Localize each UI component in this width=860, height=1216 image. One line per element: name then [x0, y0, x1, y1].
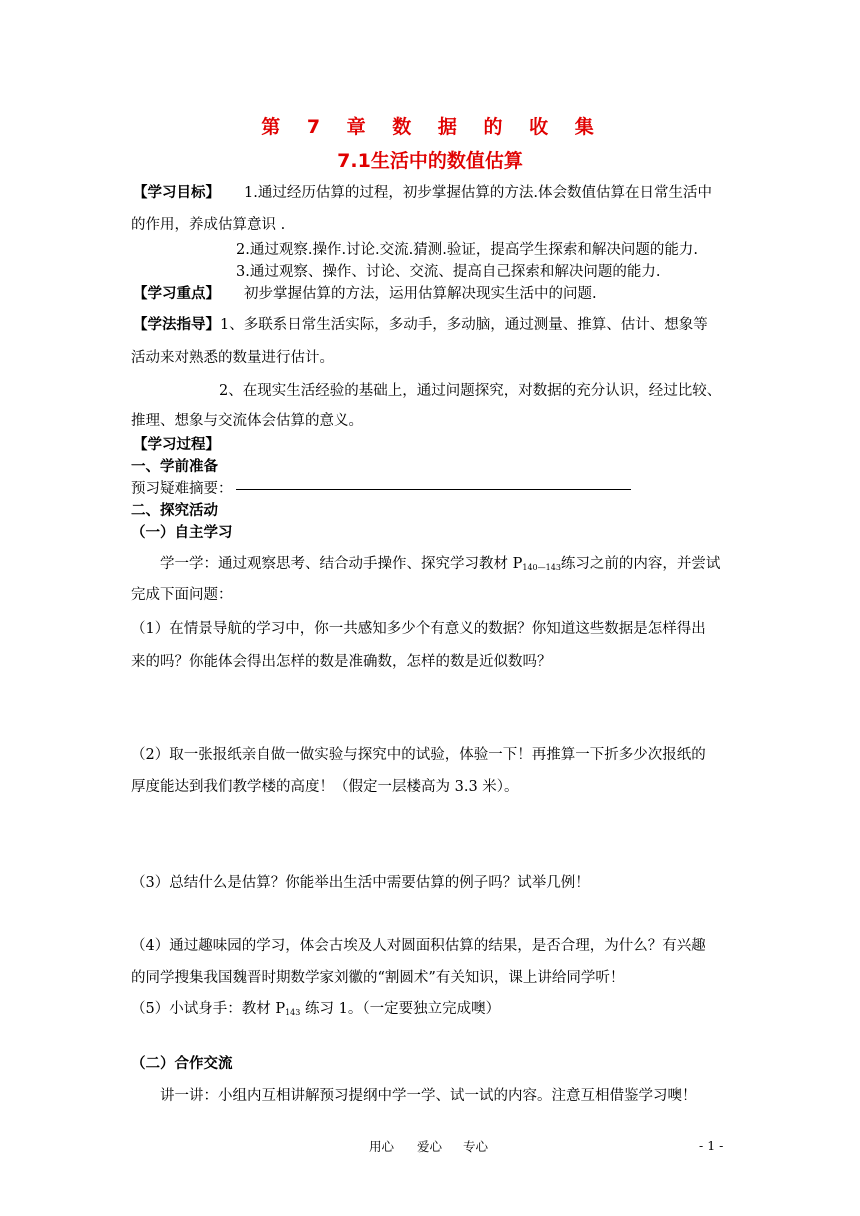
goals-item-3: 3.通过观察、操作、讨论、交流、提高自己探索和解决问题的能力.: [236, 264, 661, 280]
goals-item-1: 1.通过经历估算的过程，初步掌握估算的方法.体会数值估算在日常生活中: [244, 185, 712, 201]
goals-label: 【学习目标】: [133, 185, 220, 201]
goals-item-2: 2.通过观察.操作.讨论.交流.猜测.验证，提高学生探索和解决问题的能力.: [236, 242, 698, 258]
study-intro: [160, 552, 720, 573]
question-5-b: 练习 1。（一定要独立完成噢）: [300, 1001, 501, 1017]
guide-item-2-cont: 推理、想象与交流体会估算的意义。: [131, 413, 363, 429]
question-2: （2）取一张报纸亲自做一做实验与探究中的试验，体验一下！再推算一下折多少次报纸的: [131, 747, 706, 763]
preview-answer-line: [236, 489, 631, 490]
question-1-cont: 来的吗？你能体会得出怎样的数是准确数，怎样的数是近似数吗？: [131, 654, 552, 670]
chapter-title: 第 7 章 数 据 的 收 集: [261, 116, 599, 138]
footer-motto-2: 爱心: [417, 1139, 443, 1154]
goals-item-1-cont: 的作用，养成估算意识 .: [131, 217, 286, 233]
question-3: （3）总结什么是估算？你能举出生活中需要估算的例子吗？试举几例！: [131, 875, 590, 891]
page-number: - 1 -: [699, 1138, 724, 1153]
section-1-heading: 一、学前准备: [131, 459, 218, 475]
question-5-page: 143: [285, 1008, 301, 1017]
process-label: 【学习过程】: [133, 437, 220, 453]
footer-motto-3: 专心: [463, 1139, 489, 1154]
focus-label: 【学习重点】: [133, 286, 220, 302]
study-intro-pages: 140—143: [522, 563, 561, 572]
talk-instruction: 讲一讲：小组内互相讲解预习提纲中学一学、试一试的内容。注意互相借鉴学习噢！: [160, 1088, 697, 1104]
preview-label: 预习疑难摘要：: [131, 481, 233, 497]
focus-text: 初步掌握估算的方法，运用估算解决现实生活中的问题.: [244, 286, 597, 302]
section-title: 7.1生活中的数值估算: [337, 150, 523, 172]
subsection-1-heading: （一）自主学习: [131, 525, 233, 541]
guide-item-1: [133, 313, 708, 334]
footer-motto-1: 用心: [369, 1139, 395, 1154]
question-4-cont: 的同学搜集我国魏晋时期数学家刘徽的“割圆术”有关知识，课上讲给同学听！: [131, 970, 625, 986]
guide-label: 【学法指导】: [133, 317, 220, 333]
question-5: [131, 997, 500, 1018]
guide-item-1-cont: 活动来对熟悉的数量进行估计。: [131, 350, 334, 366]
study-intro-a: 学一学：通过观察思考、结合动手操作、探究学习教材 P: [160, 556, 523, 572]
study-intro-cont: 完成下面问题：: [131, 587, 233, 603]
subsection-2-heading: （二）合作交流: [131, 1056, 233, 1072]
question-4: （4）通过趣味园的学习，体会古埃及人对圆面积估算的结果，是否合理，为什么？有兴趣: [131, 938, 706, 954]
guide-item-2: 2、在现实生活经验的基础上，通过问题探究，对数据的充分认识，经过比较、: [219, 383, 722, 399]
question-2-cont: 厚度能达到我们教学楼的高度！（假定一层楼高为 3.3 米）。: [131, 779, 519, 795]
section-2-heading: 二、探究活动: [131, 503, 218, 519]
question-5-a: （5）小试身手：教材 P: [131, 1001, 286, 1017]
question-1: （1）在情景导航的学习中，你一共感知多少个有意义的数据？你知道这些数据是怎样得出: [131, 621, 706, 637]
guide-item-1-text: 1、多联系日常生活实际，多动手，多动脑，通过测量、推算、估计、想象等: [220, 317, 708, 333]
study-intro-b: 练习之前的内容，并尝试: [560, 556, 721, 572]
